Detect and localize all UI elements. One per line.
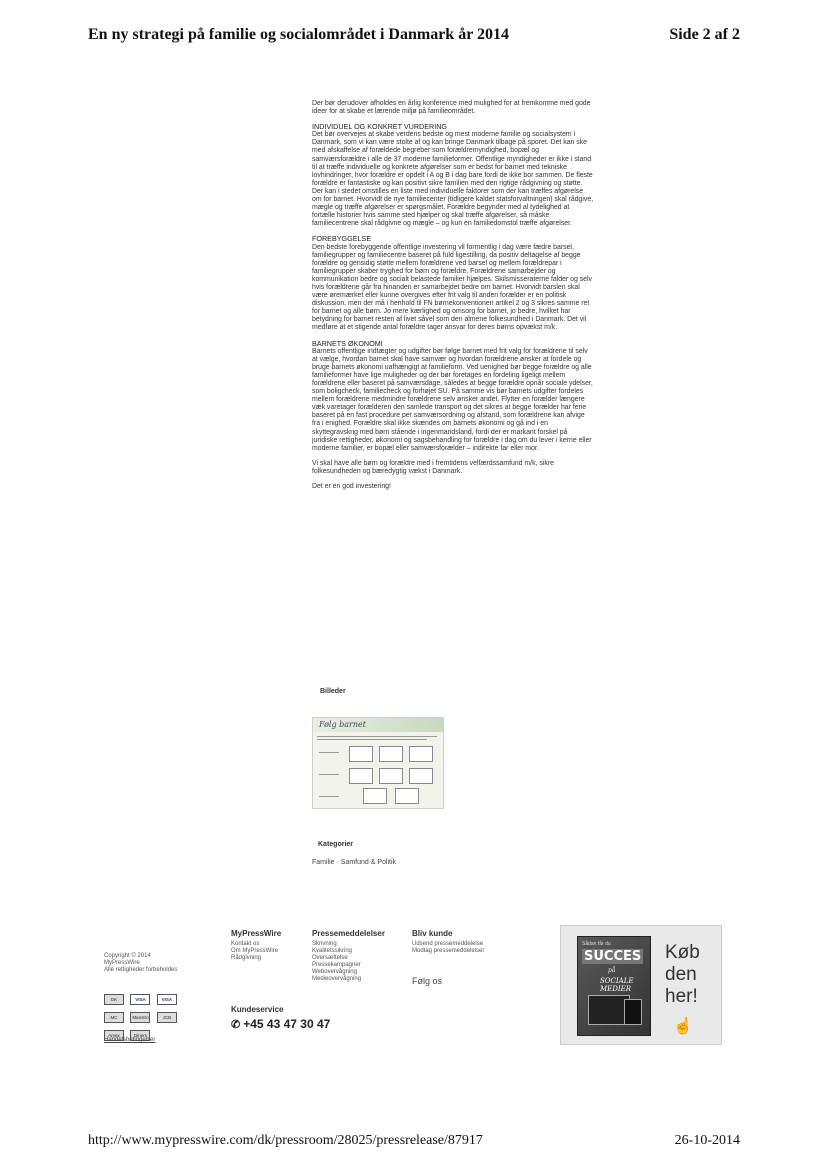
- book-cover-text: på: [608, 967, 616, 974]
- book-cover-text: Sådan får du: [582, 941, 611, 947]
- footer-link-medieovervagning[interactable]: Medieovervågning: [312, 976, 362, 982]
- thumbnail-banner: [313, 718, 443, 732]
- section-forebyggelse: [312, 235, 594, 332]
- footer-col-mypresswire: [231, 929, 281, 962]
- section-text: Barnets offentlige indtægter og udgifter bør følge barnet med frit valg for forældrene til selv at vælge, hvordan barnet skal have samvær og hvordan forældrene ønsker at fordele og bruge barnets økonomi uafhængigt at familieform. Ved uenighed bør begge forældre og alle familieformer have lige muligheder og der bør foretages en fordeling ligeligt mellem forældrene eller baseret på samværsdage, således at begge forældre opnår sociale ydelser, som boligcheck, familiecheck og forhøjet SU. På samme vis bør barnets udgifter fordeles mellem forældrene medmindre forældrene selv ønsker andet. Flytter en forælder længere væk varetager forælderen den samlede transport og det sikres at begge forælder har ferie baseret på en fast procedure per samværsordning og afstand, som forældrene kan afvige fra i enighed. Forældre skal ikke skændes om barnets økonomi og gå ind i en skyttegravskrig med børn stående i ingenmandsland, fordi der er markant forskel på juridiske rettigheder, økonomi og sagsbehandling for forældre i dag om du lever i kerne eller moderne familier, er bopæl eller samværsforælder – indirekte far eller mor.: [312, 347, 593, 452]
- article-closing: Vi skal have alle børn og forældre med i fremtidens velfærdssamfund m/k, sikre folkesundheden og bæredygtig vækst i Danmark.: [312, 459, 554, 475]
- hand-pointer-icon: ☝: [673, 1018, 693, 1035]
- book-cover-subtitle: SOCIALE MEDIER: [600, 977, 634, 993]
- footer-link-kampagner[interactable]: Pressekampagner: [312, 962, 361, 968]
- flow-box: [379, 746, 403, 762]
- thumbnail-line: [319, 774, 339, 775]
- card-dk-icon: DK: [104, 994, 124, 1005]
- section-heading: FOREBYGGELSE: [312, 234, 372, 244]
- thumbnail-line: [317, 739, 427, 740]
- flow-box: [409, 768, 433, 784]
- customer-service-label: Kundeservice: [231, 1005, 284, 1014]
- footer-link-udsend[interactable]: Udsend pressemeddelelse: [412, 941, 484, 947]
- footer-link-radgivning[interactable]: Rådgivning: [231, 955, 262, 961]
- section-individuel: [312, 123, 594, 228]
- flow-box: [349, 768, 373, 784]
- images-label: Billeder: [320, 688, 346, 695]
- card-maestro-icon: Maestro: [130, 1012, 150, 1023]
- page-number: Side 2 af 2: [669, 26, 740, 43]
- footer-link-kontakt[interactable]: Kontakt os: [231, 941, 260, 947]
- section-text: Det bør overvejes at skabe verdens bedste og mest moderne familie og socialsystem i Danmark, som vi kan være stolte af og kan bringe Danmark tilbage på sporet. Det kan ske med afskaffelse af forældede begreber som forældremyndighed, bopæl og samværsforældre i alle de 37 moderne familieformer. Offentlige myndigheder er ikke i stand til at træffe individuelle og konkrete afgørelser som er bedst for barnet med tekniske lovhindringer, hvor forældre er opdelt i A og B i dag bare fordi de ikke bor sammen. De fleste forældre er fantastiske og kan positivt sikre familien med den rigtige rådgivning og støtte. Der kan i stedet omstilles en liste med individuelle faktorer som der kan træffes afgørelse om for barnet. Hvorvidt de nye familiecenter (tidligere kaldet statsforvaltningen) skal rådgive, mægle og træffe afgørelser er spørgsmålet. Forældre begynder med al tydelighed at fortælle historier hvis samme sted hjælper og skal træffe afgørelser, så måske familiecentrene skal rådgivne og mægle – og kun en familiedomstol træffe afgørelser.: [312, 131, 594, 228]
- copyright-line: Alle rettigheder forbeholdes: [104, 967, 178, 973]
- article-intro: Der bør derudover afholdes en årlig konference med mulighed for at fremkomme med gode ideer for at skabe et lærende miljø på familieområdet.: [312, 100, 591, 116]
- section-heading: BARNETS ØKONOMI: [312, 338, 383, 348]
- customer-service-phone[interactable]: [231, 1017, 330, 1031]
- thumbnail-line: [319, 752, 339, 753]
- card-visa-electron-icon: VISA: [157, 994, 177, 1005]
- card-visa-icon: VISA: [130, 994, 150, 1005]
- footer-link-kvalitet[interactable]: Kvalitetssikring: [312, 948, 353, 954]
- book-ad[interactable]: [560, 925, 722, 1045]
- article-body: [312, 100, 594, 498]
- phone-device-icon: [624, 999, 642, 1025]
- follow-us[interactable]: Følg os: [412, 976, 443, 986]
- book-cover-title: SUCCES: [584, 949, 642, 964]
- thumbnail-line: [319, 796, 339, 797]
- flow-box: [379, 768, 403, 784]
- copyright-line: Copyright © 2014: [104, 953, 151, 959]
- section-barnets-okonomi: [312, 340, 594, 453]
- phone-number: +45 43 47 30 47: [243, 1017, 331, 1031]
- footer-col-head: Bliv kunde: [412, 929, 453, 938]
- phone-icon: ✆: [231, 1019, 241, 1031]
- footer-col-head: MyPressWire: [231, 929, 282, 938]
- categories-links[interactable]: Familie · Samfund & Politik ·: [312, 859, 401, 866]
- card-jcb-icon: JCB: [157, 1012, 177, 1023]
- page-footer-date: 26-10-2014: [674, 1133, 740, 1148]
- copyright: [104, 953, 214, 974]
- flow-box: [349, 746, 373, 762]
- card-mastercard-icon: MC: [104, 1012, 124, 1023]
- ad-cta[interactable]: [665, 942, 700, 1008]
- page-header-title: En ny strategi på familie og socialområdet i Danmark år 2014: [88, 26, 510, 43]
- article-final: Det er en god investering!: [312, 483, 391, 491]
- footer-col-bliv-kunde: [412, 929, 484, 955]
- footer-link-oversaettelse[interactable]: Oversættelse: [312, 955, 348, 961]
- footer-link-om[interactable]: Om MyPressWire: [231, 948, 278, 954]
- flow-box: [409, 746, 433, 762]
- terms-link[interactable]: Handelsbetingelser: [104, 1037, 156, 1043]
- footer-col-head: Pressemeddelelser: [312, 929, 385, 938]
- thumbnail-title: Følg barnet: [319, 720, 366, 729]
- flow-box: [363, 788, 387, 804]
- ad-cta-line: den: [665, 964, 697, 985]
- ad-cta-line: her!: [665, 986, 698, 1007]
- footer-link-modtag[interactable]: Modtag pressemeddelelser: [412, 948, 485, 954]
- book-cover: [577, 936, 651, 1036]
- ad-cta-line: Køb: [665, 942, 700, 963]
- categories-label: Kategorier: [318, 841, 354, 848]
- page-footer-url: http://www.mypresswire.com/dk/pressroom/28025/pressrelease/87917: [88, 1133, 483, 1148]
- flow-box: [395, 788, 419, 804]
- card-amex-icon: Amex: [104, 1030, 124, 1041]
- section-heading: INDIVIDUEL OG KONKRET VURDERING: [312, 122, 447, 132]
- footer-link-webovervagning[interactable]: Webovervågning: [312, 969, 357, 975]
- card-diners-icon: Diners: [130, 1030, 150, 1041]
- thumbnail-line: [317, 736, 437, 737]
- footer-link-skrivning[interactable]: Skrivning: [312, 941, 337, 947]
- image-thumbnail[interactable]: [312, 717, 444, 809]
- footer-col-pressemeddelelser: [312, 929, 385, 983]
- copyright-line: MyPressWire: [104, 960, 140, 966]
- section-text: Den bedste forebyggende offentlige investering vil formentlig i dag være fædre barsel, familiegrupper og familiecentre baseret på fuld ligestilling, da positiv deltagelse af begge forældre og gensidig støtte mellem forældrene ved barsel og mellem forældrepar i familiegrupper skaber tryghed for børn og forældre. Forældrene samarbejder og kommunikation bedre og socialt belastede familier hjælpes. Skilsmisseraterne falder og selv hvis forældrene går fra hinanden er samarbejdet bedre om barnet. Hvorvidt barslen skal være øremærket eller kunne overgives efter frit valg til anden forælder er en politisk diskussion, men der må i henhold til FN børnekonventionen artikel 2 og 3 sikres samme ret for barnet og alle børn. Jo mere kærlighed og omsorg for barnet, jo bedre, hvilket har betydning for barnet resten af livet såvel som den almene folkesundhed i Danmark. Det vil medføre at et stigende antal forældre tager ansvar for deres børns opvækst m/k.: [312, 243, 592, 332]
